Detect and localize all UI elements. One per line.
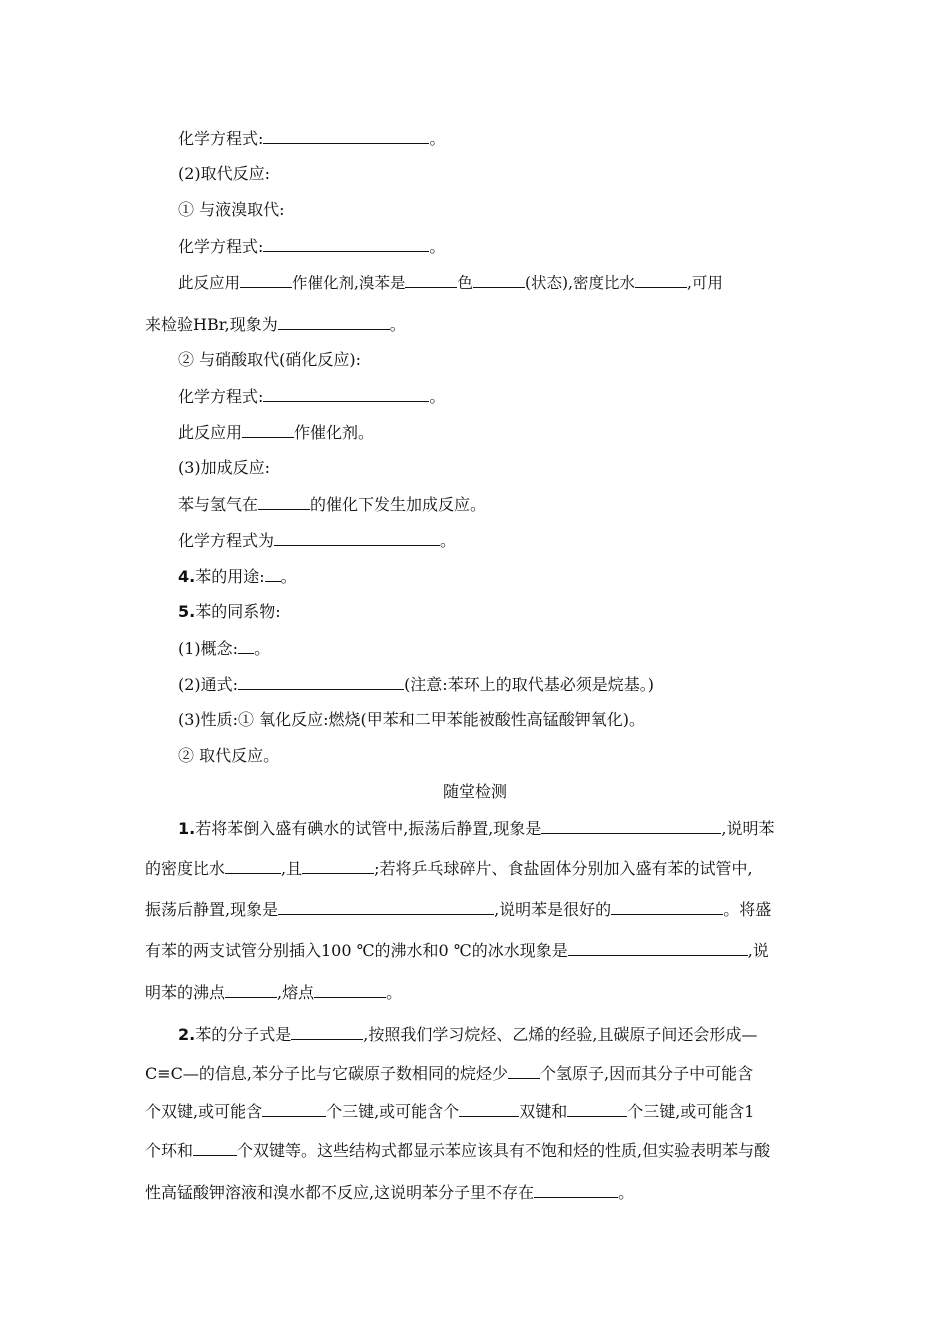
equation-label: 化学方程式为: [178, 531, 275, 550]
answer-blank[interactable]: [225, 858, 281, 874]
answer-blank[interactable]: [568, 940, 748, 956]
text-span: 振荡后静置,现象是: [145, 900, 279, 919]
period: 。: [254, 639, 271, 658]
text-span: ,熔点: [277, 983, 315, 1002]
q1-line-5: [145, 982, 402, 1002]
q1-line-4: [145, 940, 769, 960]
nitric-heading: ② 与硝酸取代(硝化反应):: [178, 350, 361, 369]
text-span: 明苯的沸点: [145, 983, 226, 1002]
text-span: (1)概念:: [178, 639, 239, 658]
text-span: 此反应用: [178, 423, 243, 442]
answer-blank[interactable]: [262, 1101, 326, 1117]
answer-blank[interactable]: [302, 858, 374, 874]
answer-blank[interactable]: [263, 386, 429, 402]
text-span: 的催化下发生加成反应。: [310, 495, 487, 514]
period: 。: [429, 387, 446, 406]
equation-label: 化学方程式:: [178, 129, 264, 148]
text-span: (注意:苯环上的取代基必须是烷基。): [404, 675, 654, 694]
text-span: 来检验HBr,现象为: [145, 315, 278, 334]
bromine-heading: ① 与液溴取代:: [178, 200, 285, 219]
text-span: 个环和: [145, 1141, 194, 1160]
q1-line-3: [145, 899, 771, 919]
q2-line-1: [178, 1024, 757, 1044]
item-number: 4.: [178, 567, 196, 586]
answer-blank[interactable]: [405, 272, 457, 288]
question-number: 1.: [178, 819, 196, 838]
answer-blank[interactable]: [611, 899, 723, 915]
answer-blank[interactable]: [258, 494, 310, 510]
item-5-formula: [178, 674, 654, 694]
text-span: 。将盛: [723, 900, 772, 919]
equation-label: 化学方程式:: [178, 387, 264, 406]
text-span: 个氢原子,因而其分子中可能含: [539, 1064, 754, 1083]
item-number: 5.: [178, 602, 196, 621]
q2-line-2: [145, 1063, 753, 1083]
period: 。: [440, 531, 457, 550]
answer-blank[interactable]: [238, 638, 254, 654]
text-span: ,按照我们学习烷烃、乙烯的经验,且碳原子间还会形成—: [363, 1025, 758, 1044]
equation-line-4: [178, 530, 456, 550]
text-span: 作催化剂。: [294, 423, 375, 442]
answer-blank[interactable]: [278, 899, 494, 915]
answer-blank[interactable]: [278, 314, 390, 330]
text-span: 。: [618, 1183, 635, 1202]
answer-blank[interactable]: [508, 1063, 540, 1079]
text-span: 苯的同系物:: [195, 602, 281, 621]
section-title: 随堂检测: [442, 782, 507, 801]
answer-blank[interactable]: [459, 1101, 519, 1117]
answer-blank[interactable]: [265, 566, 281, 582]
text-span: ,说明苯是很好的: [494, 900, 612, 919]
text-span: (状态),密度比水: [524, 274, 635, 292]
period: 。: [429, 129, 446, 148]
equation-line-1: [178, 128, 445, 148]
text-span: 苯的分子式是: [195, 1025, 292, 1044]
nitric-catalyst: [178, 422, 374, 442]
text-span: 双键和: [519, 1102, 568, 1121]
q1-line-2: [145, 858, 753, 878]
text-span: 个双键等。这些结构式都显示苯应该具有不饱和烃的性质,但实验表明苯与酸: [237, 1141, 771, 1160]
text-span: 此反应用: [178, 274, 241, 292]
q2-line-3: [145, 1101, 754, 1121]
text-span: 若将苯倒入盛有碘水的试管中,振荡后静置,现象是: [195, 819, 542, 838]
question-number: 2.: [178, 1025, 196, 1044]
item-5-concept: [178, 638, 270, 658]
text-span: C≡C—的信息,苯分子比与它碳原子数相同的烷烃少: [145, 1064, 508, 1083]
text-span: ,说明苯: [721, 819, 775, 838]
answer-blank[interactable]: [314, 982, 386, 998]
answer-blank[interactable]: [291, 1024, 363, 1040]
q1-line-1: [178, 818, 775, 838]
answer-blank[interactable]: [238, 674, 404, 690]
substitution-heading: (2)取代反应:: [178, 164, 271, 183]
text-span: ,可用: [687, 274, 723, 292]
text-span: (2)通式:: [178, 675, 239, 694]
text-span: 苯的用途:: [195, 567, 265, 586]
period: 。: [280, 567, 297, 586]
item-4: [178, 566, 297, 586]
answer-blank[interactable]: [240, 272, 292, 288]
answer-blank[interactable]: [225, 982, 277, 998]
text-span: 苯与氢气在: [178, 495, 259, 514]
text-span: ,说: [747, 941, 769, 960]
answer-blank[interactable]: [534, 1182, 618, 1198]
equation-line-2: [178, 236, 445, 256]
q2-line-5: [145, 1182, 634, 1202]
answer-blank[interactable]: [242, 422, 294, 438]
equation-line-3: [178, 386, 445, 406]
item-5-property: (3)性质:① 氧化反应:燃烧(甲苯和二甲苯能被酸性高锰酸钾氧化)。: [178, 710, 646, 729]
period: 。: [429, 237, 446, 256]
text-span: 的密度比水: [145, 859, 226, 878]
text-span: 色: [457, 274, 473, 292]
answer-blank[interactable]: [567, 1101, 627, 1117]
equation-label: 化学方程式:: [178, 237, 264, 256]
addition-heading: (3)加成反应:: [178, 458, 271, 477]
q2-line-4: [145, 1140, 770, 1160]
answer-blank[interactable]: [274, 530, 440, 546]
item-5-substitution: ② 取代反应。: [178, 746, 280, 765]
text-span: 作催化剂,溴苯是: [292, 274, 406, 292]
answer-blank[interactable]: [263, 236, 429, 252]
text-span: 有苯的两支试管分别插入100 ℃的沸水和0 ℃的冰水现象是: [145, 941, 568, 960]
answer-blank[interactable]: [193, 1140, 237, 1156]
text-span: 个三键,或可能含1: [627, 1102, 755, 1121]
period: 。: [389, 315, 406, 334]
bromine-description-cont: [145, 314, 406, 334]
answer-blank[interactable]: [263, 128, 429, 144]
text-span: ;若将乒乓球碎片、食盐固体分别加入盛有苯的试管中,: [374, 859, 753, 878]
text-span: 个三键,或可能含个: [326, 1102, 460, 1121]
answer-blank[interactable]: [541, 818, 721, 834]
item-5: [178, 602, 281, 622]
bromine-description: [178, 272, 723, 292]
text-span: 性高锰酸钾溶液和溴水都不反应,这说明苯分子里不存在: [145, 1183, 535, 1202]
text-span: 个双键,或可能含: [145, 1102, 263, 1121]
addition-description: [178, 494, 486, 514]
answer-blank[interactable]: [635, 272, 687, 288]
answer-blank[interactable]: [473, 272, 525, 288]
text-span: 。: [386, 983, 403, 1002]
text-span: ,且: [281, 859, 303, 878]
